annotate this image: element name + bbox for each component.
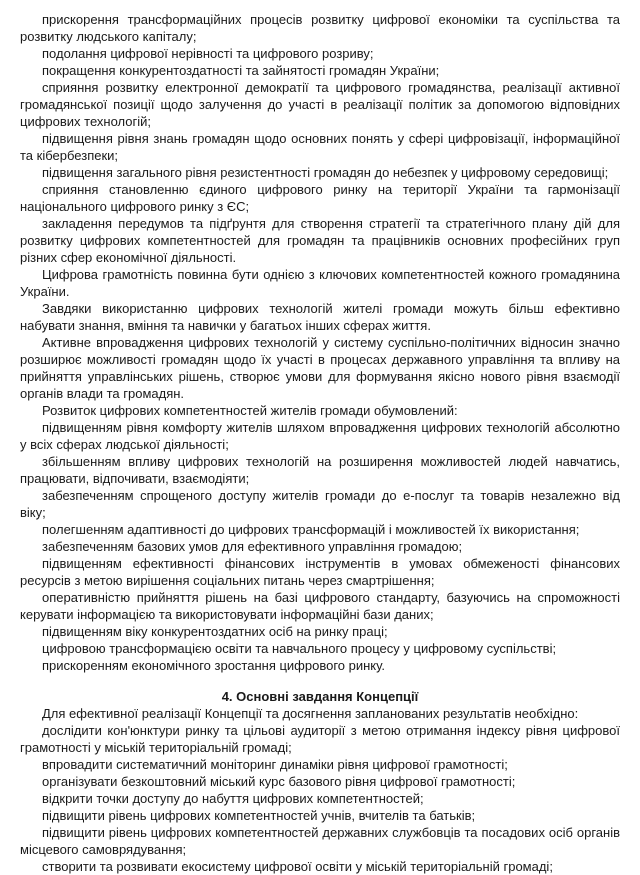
paragraph: Для ефективної реалізації Концепції та досягнення запланованих результатів необхідно: (42, 706, 579, 721)
section-heading: 4. Основні завдання Концепції (221, 689, 419, 704)
paragraph: підвищити рівень цифрових компетентностей учнів, вчителів та батьків; (42, 808, 476, 823)
paragraph: забезпеченням спрощеного доступу жителів громади до е-послуг та товарів незалежно від віку; (20, 488, 620, 520)
paragraph: відкрити точки доступу до набуття цифрових компетентностей; (42, 791, 424, 806)
paragraph: впровадити систематичний моніторинг динаміки рівня цифрової грамотності; (42, 757, 508, 772)
concept-tasks-text (20, 705, 620, 875)
paragraph: підвищенням віку конкурентоздатних осіб на ринку праці; (42, 624, 388, 639)
paragraph: Розвиток цифрових компетентностей жителів громади обумовлений: (42, 403, 458, 418)
paragraph: збільшенням впливу цифрових технологій на розширення можливостей людей навчатись, працювати, відпочивати, взаємодіяти; (20, 454, 620, 486)
paragraph: цифровою трансформацією освіти та навчального процесу у цифровому суспільстві; (42, 641, 557, 656)
paragraph: підвищити рівень цифрових компетентностей державних службовців та посадових осіб органів місцевого самоврядування; (20, 825, 620, 857)
paragraph: підвищенням рівня комфорту жителів шляхом впровадження цифрових технологій абсолютно у всіх сферах людської діяльності; (20, 420, 620, 452)
paragraph: підвищення загального рівня резистентності громадян до небезпек у цифровому середовищі; (42, 165, 609, 180)
paragraph: подолання цифрової нерівності та цифрового розриву; (42, 46, 374, 61)
paragraph: сприяння розвитку електронної демократії та цифрового громадянства, реалізації активної громадянської позиції щодо залучення до участі в реалізації політик за допомогою відповідних цифрових технологій; (20, 80, 620, 129)
paragraph: прискоренням економічного зростання цифрового ринку. (42, 658, 385, 673)
paragraph: сприяння становленню єдиного цифрового ринку на території України та гармонізації національного цифрового ринку з ЄС; (20, 182, 620, 214)
document-page (20, 11, 620, 875)
paragraph: підвищення рівня знань громадян щодо основних понять у сфері цифровізації, інформаційної та кібербезпеки; (20, 131, 620, 163)
paragraph: Завдяки використанню цифрових технологій жителі громади можуть більш ефективно набувати знання, вміння та навички у багатьох інших сферах життя. (20, 301, 620, 333)
paragraph: Цифрова грамотність повинна бути однією з ключових компетентностей кожного громадянина України. (20, 267, 620, 299)
paragraph: закладення передумов та підґрунтя для створення стратегії та стратегічного плану дій для розвитку цифрових компетентностей для громадян та працівників основних професійних груп різних сфер економічної діяльності. (20, 216, 620, 265)
paragraph: створити та розвивати екосистему цифрової освіти у міській територіальній громаді; (42, 859, 553, 874)
concept-goals-text (20, 11, 620, 674)
paragraph: Активне впровадження цифрових технологій у систему суспільно-політичних відносин значно розширює можливості громадян щодо їх участі в процесах державного управління та впливу на прийняття управлінських рішень, створює умови для формування якісно нового рівня взаємодії органів влади та громадян. (20, 335, 620, 401)
paragraph: організувати безкоштовний міський курс базового рівня цифрової грамотності; (42, 774, 516, 789)
paragraph: прискорення трансформаційних процесів розвитку цифрової економіки та суспільства та розвитку людського капіталу; (20, 12, 620, 44)
paragraph: дослідити кон'юнктури ринку та цільові аудиторії з метою отримання індексу рівня цифрової грамотності у міській територіальній громаді; (20, 723, 620, 755)
paragraph: підвищенням ефективності фінансових інструментів в умовах обмеженості фінансових ресурсів з метою вирішення соціальних питань через смартрішення; (20, 556, 620, 588)
paragraph: оперативністю прийняття рішень на базі цифрового стандарту, базуючись на спроможності керувати інформацією та використовувати інформаційні бази даних; (20, 590, 620, 622)
paragraph: полегшенням адаптивності до цифрових трансформацій і можливостей їх використання; (42, 522, 580, 537)
paragraph: покращення конкурентоздатності та зайнятості громадян України; (42, 63, 440, 78)
paragraph: забезпеченням базових умов для ефективного управління громадою; (42, 539, 463, 554)
